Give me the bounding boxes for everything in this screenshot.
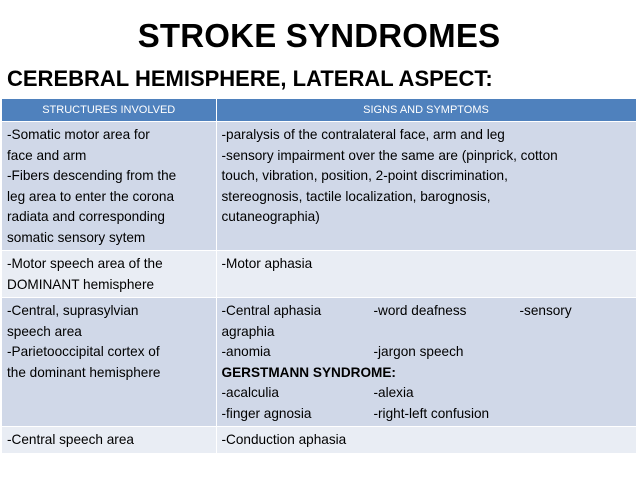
cell-line: -Central speech area (7, 432, 134, 447)
cell-line (222, 342, 632, 363)
cell-line: touch, vibration, position, 2-point discrimination, (221, 168, 508, 183)
cell-line: DOMINANT hemisphere (7, 276, 155, 292)
sign-sensory: -sensory (519, 303, 572, 318)
sign-jargon-speech: -jargon speech (373, 344, 464, 359)
table-row (2, 427, 636, 453)
sign-word-deafness: -word deafness (373, 303, 467, 318)
cell-line: cutaneographia) (221, 209, 320, 224)
cell-line: the dominant hemisphere (7, 364, 161, 380)
header-signs-and-symptoms: SIGNS AND SYMPTOMS (216, 99, 636, 122)
sign-right-left-confusion: -right-left confusion (373, 405, 490, 421)
sign-anomia: -anomia (221, 344, 271, 359)
signs-cell (216, 122, 636, 251)
section-subtitle: CEREBRAL HEMISPHERE, LATERAL ASPECT: (7, 66, 493, 91)
header-structures-involved: STRUCTURES INVOLVED (2, 99, 216, 122)
cell-line (222, 404, 632, 425)
cell-line: -Parietooccipital cortex of (7, 344, 160, 359)
cell-line: -Motor aphasia (221, 256, 313, 271)
sign-agraphia: agraphia (221, 323, 275, 339)
sign-acalculia: -acalculia (221, 385, 279, 400)
structures-cell (2, 122, 216, 251)
cell-line: leg area to enter the corona (7, 188, 175, 204)
cell-line (222, 301, 632, 322)
cell-line: radiata and corresponding (7, 209, 165, 224)
sign-alexia: -alexia (373, 385, 414, 400)
cell-line: -Conduction aphasia (221, 432, 347, 447)
cell-line: face and arm (7, 147, 87, 163)
cell-line: -Fibers descending from the (7, 168, 177, 183)
cell-line: speech area (7, 323, 82, 339)
cell-line: -Motor speech area of the (7, 256, 163, 271)
cell-line: -sensory impairment over the same are (pinprick, cotton (221, 147, 558, 163)
table-row (2, 122, 636, 251)
sign-central-aphasia: -Central aphasia (221, 303, 322, 318)
structures-cell (2, 251, 216, 298)
table-header-row (2, 99, 636, 122)
structures-cell (2, 427, 216, 453)
cell-line: -paralysis of the contralateral face, arm and leg (221, 127, 505, 142)
signs-cell (216, 427, 636, 453)
cell-line: -Somatic motor area for (7, 127, 150, 142)
page-title: STROKE SYNDROMES (137, 17, 501, 54)
structures-cell (2, 298, 216, 427)
signs-cell (216, 251, 636, 298)
cell-line: -Central, suprasylvian (7, 303, 139, 318)
gerstmann-syndrome-heading: GERSTMANN SYNDROME: (221, 364, 396, 380)
signs-cell (216, 298, 636, 427)
stroke-syndromes-table (2, 99, 637, 453)
table-row (2, 251, 636, 298)
cell-line: somatic sensory sytem (7, 229, 146, 245)
sign-finger-agnosia: -finger agnosia (221, 405, 312, 421)
table-row (2, 298, 636, 427)
cell-line (222, 383, 632, 404)
cell-line: stereognosis, tactile localization, barognosis, (221, 188, 491, 204)
